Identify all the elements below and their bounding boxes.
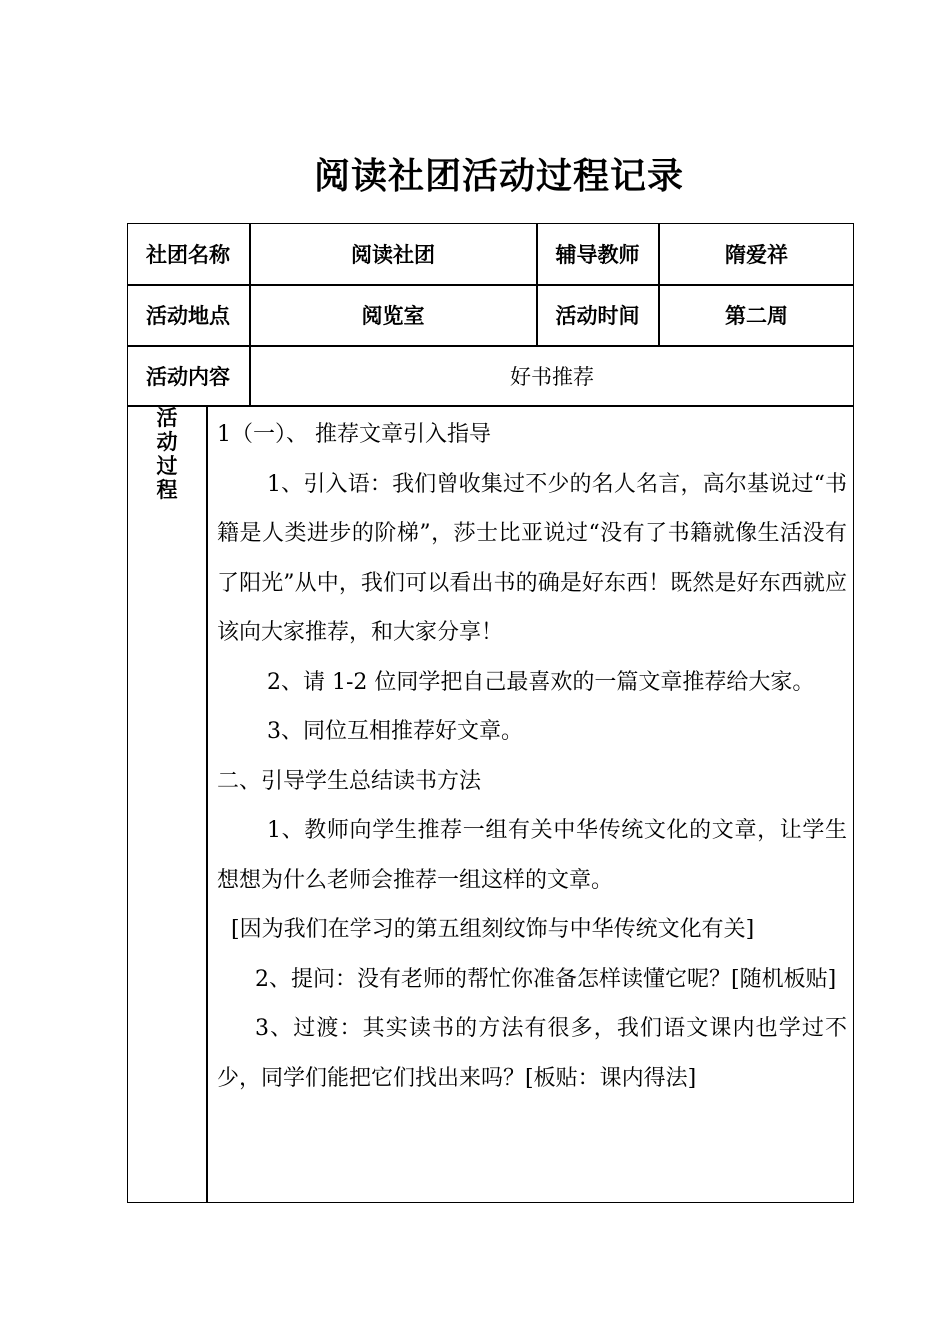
content-label: 活动内容	[146, 364, 230, 389]
process-paragraph: 1、教师向学生推荐一组有关中华传统文化的文章，让学生想想为什么老师会推荐一组这样的文章。	[217, 818, 847, 893]
process-label-char: 过	[156, 454, 178, 478]
process-label-char: 程	[156, 478, 178, 502]
club-name-value: 阅读社团	[351, 242, 435, 267]
row-divider	[127, 405, 854, 407]
process-content	[217, 410, 847, 1103]
content-value: 好书推荐	[510, 364, 594, 389]
column-divider	[206, 405, 208, 1203]
process-paragraph: 二、引导学生总结读书方法	[217, 768, 482, 794]
process-label	[145, 406, 189, 502]
process-paragraph: 2、提问：没有老师的帮忙你准备怎样读懂它呢？[随机板贴]	[255, 966, 837, 992]
teacher-label: 辅导教师	[555, 242, 640, 267]
page-title: 阅读社团活动过程记录	[313, 156, 684, 197]
location-value: 阅览室	[361, 304, 425, 328]
process-paragraph: 1（一）、 推荐文章引入指导	[217, 422, 491, 447]
time-label: 活动时间	[555, 304, 640, 328]
process-label-char: 动	[156, 430, 178, 454]
process-paragraph: 3、过渡：其实读书的方法有很多，我们语文课内也学过不少，同学们能把它们找出来吗？[板贴：课内得法]	[217, 1016, 847, 1091]
process-label-char: 活	[156, 406, 178, 430]
club-name-label: 社团名称	[146, 242, 230, 267]
location-label: 活动地点	[146, 304, 230, 328]
time-value: 第二周	[725, 304, 788, 328]
process-paragraph: 2、请 1-2 位同学把自己最喜欢的一篇文章推荐给大家。	[267, 669, 815, 695]
process-paragraph: [因为我们在学习的第五组刻纹饰与中华传统文化有关]	[231, 917, 755, 942]
process-paragraph: 3、同位互相推荐好文章。	[267, 719, 523, 744]
process-paragraph: 1、引入语：我们曾收集过不少的名人名言，高尔基说过“书籍是人类进步的阶梯”，莎士比亚说过“没有了书籍就像生活没有了阳光”从中，我们可以看出书的确是好东西！既然是好东西就应该向大家推荐，和大家分享！	[217, 471, 847, 645]
teacher-value: 隋爱祥	[725, 242, 788, 267]
